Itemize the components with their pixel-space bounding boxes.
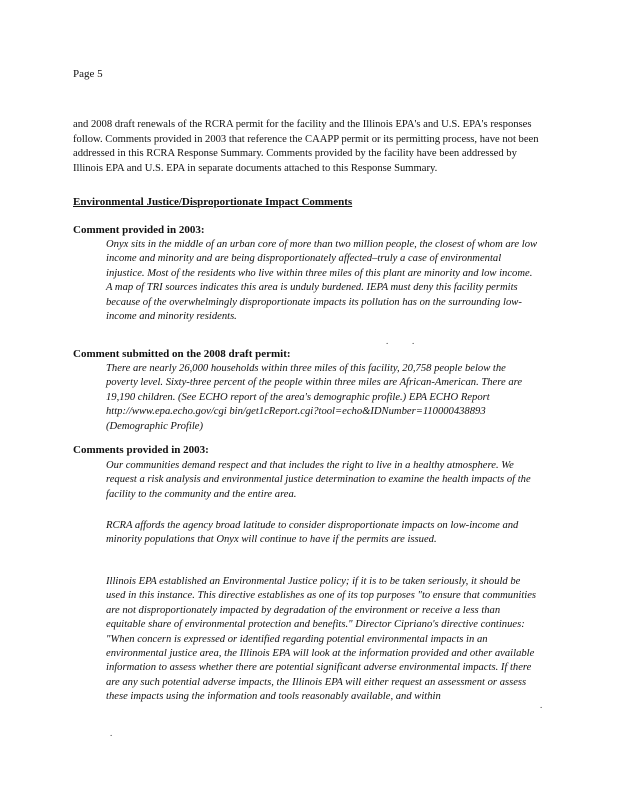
- comment-quote-2003-paragraph-2: RCRA affords the agency broad latitude to consider disproportionate impacts on low-income and minority populations that Onyx will continue to have if the permits are issued.: [106, 520, 519, 546]
- comment-heading-2003-first: Comment provided in 2003:: [73, 224, 205, 236]
- section-heading: Environmental Justice/Disproportionate Impact Comments: [73, 196, 353, 208]
- intro-paragraph: and 2008 draft renewals of the RCRA permit for the facility and the Illinois EPA's and U.S. EPA's responses follow. Comments provided in 2003 that reference the CAAPP permit or its permitting process, have not been addressed in this RCRA Response Summary. Comments provided by the facility have been addressed by Illinois EPA and U.S. EPA in separate documents attached to this Response Summary.: [73, 119, 539, 174]
- comment-quote-2003-paragraph-3: Illinois EPA established an Environmental Justice policy; if it is to be taken seriously, it should be used in this instance. This directive establishes as one of its top purposes "to ensure that communities are not disproportionately impacted by degradation of the environment or receive a less than equitable share of environmental protection and benefits." Director Cipriano's directive continues: "When concern is expressed or identified regarding potential environmental impacts in an environmental justice area, the Illinois EPA will look at the information provided and other available information to assess whether there are potential significant adverse environmental impacts. If there are any such potential adverse impacts, the Illinois EPA will either request an assessment or assess these impacts using the information and tools reasonably available, and within: [106, 576, 537, 703]
- comment-quote-2003-first: Onyx sits in the middle of an urban core of more than two million people, the closest of whom are low income and minority and are being disproportionately affected–truly a case of environmental injustice. Most of the residents who live within three miles of this plant are minority and low income. A map of TRI sources indicates this area is unduly burdened. IEPA must deny this facility permits because of the overwhelmingly disproportionate impacts its pollution has on the surrounding low-income and minority residents.: [106, 239, 538, 323]
- comment-heading-2003-second: Comments provided in 2003:: [73, 444, 209, 456]
- scan-speck: .: [110, 728, 113, 738]
- comment-quote-2003-paragraph-1: Our communities demand respect and that includes the right to live in a healthy atmosphere. We request a risk analysis and environmental justice determination to examine the health impacts of the facility to the community and the entire area.: [106, 460, 531, 500]
- comment-heading-2008-draft: Comment submitted on the 2008 draft permit:: [73, 348, 291, 360]
- scan-speck: .: [386, 336, 389, 346]
- comment-quote-2008-draft: There are nearly 26,000 households within three miles of this facility, 20,758 people below the poverty level. Sixty-three percent of the people within three miles are African-American. There are 19,190 children. (See ECHO report of the area's demographic profile.) EPA ECHO Report http://www.epa.echo.gov/cgi bin/get1cReport.cgi?tool=echo&IDNumber=110000438893 (Demographic Profile): [106, 363, 523, 432]
- page-number: Page 5: [73, 68, 103, 80]
- scan-speck: .: [412, 336, 415, 346]
- scan-speck: .: [540, 700, 543, 710]
